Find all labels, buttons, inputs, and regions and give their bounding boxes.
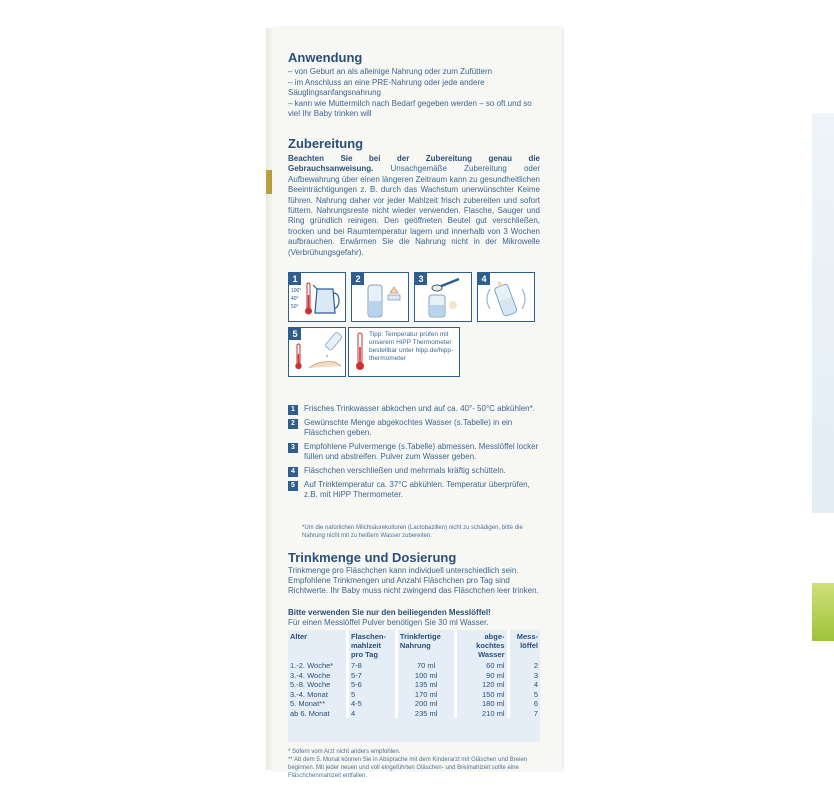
step-4-illustration: [477, 272, 535, 322]
step-3-illustration: [414, 272, 472, 322]
step-number: 3: [288, 443, 298, 453]
thermo-label: 50°: [291, 304, 299, 310]
table-row: [288, 661, 540, 671]
zubereitung-intro: Unsachgemäße Zubereitung oder Aufbewahrung über einen längeren Zeitraum kann zu gesundheitlichen Beeinträchtigungen z. B. durch das Wachstum unerwünschter Keime führen. Nahrung daher vor jeder Mahlzeit frisch zubereiten und sofort füttern. Nahrungsreste nicht wieder verwenden. Flasche, Sauger und Ring gründlich reinigen. Den geöffneten Beutel gut verschließen, trocken und bei Raumtemperatur lagern und innerhalb von 3 Wochen aufbrauchen. Erwärmen Sie die Nahrung nicht in der Mikrowelle (Verbrühungsgefahr).: [288, 164, 540, 257]
cell-alter: 1.-2. Woche*: [290, 661, 334, 670]
cell-mahlzeit: 7-8: [347, 661, 396, 671]
table-row: [288, 709, 540, 719]
package-panel: [272, 28, 562, 779]
preparation-illustrations: [288, 272, 540, 380]
zubereitung-text: [288, 154, 540, 258]
thermometer-wrist-icon: [289, 328, 345, 376]
cell-wasser: 90 ml: [456, 671, 508, 681]
step-number: 1: [289, 273, 301, 285]
cell-loeffel: 7: [508, 709, 540, 719]
cell-wasser: 60 ml: [456, 661, 508, 671]
tip-text: Tipp: Temperatur prüfen mit unserem HiPP Thermometer bestellbar unter hipp.de/hipp-thermometer: [369, 331, 454, 362]
cell-mahlzeit: 5-6: [347, 680, 396, 690]
step-1-illustration: [288, 272, 346, 322]
cell-mahlzeit: 4-5: [347, 699, 396, 709]
step-number: 3: [415, 273, 427, 285]
table-row: [288, 690, 540, 700]
cell-loeffel: 4: [508, 680, 540, 690]
thermo-label: 100°: [291, 288, 302, 294]
header-abgekochtes-wasser: abge-kochtes Wasser: [456, 630, 508, 661]
cell-mahlzeit: 4: [347, 709, 396, 719]
table-header-row: [288, 630, 540, 661]
footnote: ** Ab dem 5. Monat können Sie in Absprache mit dem Kinderarzt mit Gläschen und Breien beginnen. Mit jeder neuen und voll eingeführten Gläschen- und Breimahlzeit sollte eine Fläschchenmahlzeit entfallen.: [288, 757, 528, 779]
header-alter: Alter: [290, 632, 308, 641]
trinkmenge-heading: Trinkmenge und Dosierung: [288, 550, 457, 565]
cell-wasser: 180 ml: [456, 699, 508, 709]
anwendung-heading: Anwendung: [288, 50, 363, 65]
cell-alter: ab 6. Monat: [290, 708, 330, 718]
bottle-icon: [352, 273, 408, 321]
step-number: 4: [478, 273, 490, 285]
cell-nahrung: 170 ml: [396, 690, 456, 700]
preparation-footnote: *Um die natürlichen Milchsäurekulturen (Lactobazillen) nicht zu schädigen, bitte die Nahrung nicht mit zu heißem Wasser zubereiten.: [302, 525, 523, 539]
step-number: 4: [288, 467, 298, 477]
step-5-illustration: [288, 327, 346, 377]
cell-alter: 3.-4. Monat: [290, 689, 328, 699]
zubereitung-intro-bold: Beachten Sie bei der Zubereitung genau die Gebrauchsanweisung.: [288, 154, 540, 174]
step-text: Auf Trinktemperatur ca. 37°C abkühlen. Temperatur überprüfen, z.B. mit HiPP Thermometer.: [304, 480, 530, 499]
measuring-spoon-icon: [415, 273, 471, 321]
hipp-thermometer-icon: [351, 329, 369, 375]
shake-bottle-icon: [478, 273, 534, 321]
blue-side-band: [812, 113, 834, 513]
anwendung-list: [288, 67, 540, 120]
step-number: 1: [288, 405, 298, 415]
step-2-illustration: [351, 272, 409, 322]
cell-alter: 5.-8. Woche: [290, 680, 331, 689]
green-side-band: [812, 583, 834, 641]
cell-loeffel: 5: [508, 690, 540, 700]
footnote: * Sofern vom Arzt nicht anders empfohlen.: [288, 749, 401, 755]
measuring-spoon-note: Für einen Messlöffel Pulver benötigen Sie 30 ml Wasser.: [288, 618, 489, 627]
zubereitung-heading: Zubereitung: [288, 136, 364, 151]
step-item: [288, 480, 540, 500]
header-messloeffel: Mess-löffel: [508, 630, 540, 661]
step-text: Fläschchen verschließen und mehrmals kräftig schütteln.: [304, 466, 506, 475]
step-number: 2: [288, 419, 298, 429]
dosage-table-container: [288, 630, 540, 742]
step-item: [288, 442, 540, 462]
cell-wasser: 150 ml: [456, 690, 508, 700]
table-row: [288, 671, 540, 681]
cell-wasser: 120 ml: [456, 680, 508, 690]
step-number: 5: [288, 481, 298, 491]
cell-wasser: 210 ml: [456, 709, 508, 719]
step-item: [288, 404, 540, 414]
table-footnotes: [288, 748, 540, 780]
cell-nahrung: 200 ml: [396, 699, 456, 709]
step-text: Frisches Trinkwasser abkochen und auf ca. 40°- 50°C abkühlen*.: [304, 404, 535, 413]
cell-nahrung: 135 ml: [396, 680, 456, 690]
anwendung-item: – von Geburt an als alleinige Nahrung oder zum Zufüttern: [288, 67, 540, 78]
cell-nahrung: 235 ml: [396, 709, 456, 719]
header-trinkfertige-nahrung: Trinkfertige Nahrung: [396, 630, 456, 661]
cell-alter: 3.-4. Woche: [290, 670, 331, 680]
cell-mahlzeit: 5-7: [347, 671, 396, 681]
cell-nahrung: 70 ml: [396, 661, 456, 671]
step-number: 5: [289, 328, 301, 340]
step-item: [288, 418, 540, 438]
kettle-icon: [289, 273, 345, 321]
dosage-table: [288, 630, 540, 718]
cell-alter: 5. Monat**: [290, 699, 326, 708]
tip-box: [348, 327, 460, 377]
cell-loeffel: 3: [508, 671, 540, 681]
cell-nahrung: 100 ml: [396, 671, 456, 681]
table-row: [288, 680, 540, 690]
header-flaschenmahlzeit: Flaschen-mahlzeit pro Tag: [347, 630, 396, 661]
cell-mahlzeit: 5: [347, 690, 396, 700]
step-text: Empfohlene Pulvermenge (s.Tabelle) abmessen. Messlöffel locker füllen und abstreifen. Pulver zum Wasser geben.: [304, 442, 539, 461]
anwendung-item: – kann wie Muttermilch nach Bedarf gegeben werden – so oft und so viel Ihr Baby trinken will: [288, 99, 540, 120]
step-item: [288, 466, 540, 476]
step-text: Gewünschte Menge abgekochtes Wasser (s.Tabelle) in ein Fläschchen geben.: [304, 418, 513, 437]
thermo-label: 40°: [291, 296, 299, 302]
step-number: 2: [352, 273, 364, 285]
cell-loeffel: 6: [508, 699, 540, 709]
measuring-spoon-warning: Bitte verwenden Sie nur den beiliegenden Messlöffel!: [288, 608, 491, 617]
preparation-steps-list: [288, 404, 540, 504]
cell-loeffel: 2: [508, 661, 540, 671]
anwendung-item: – im Anschluss an eine PRE-Nahrung oder jede andere Säuglingsanfangsnahrung: [288, 78, 540, 99]
table-row: [288, 699, 540, 709]
trinkmenge-text: Trinkmenge pro Fläschchen kann individuell unterschiedlich sein. Empfohlene Trinkmengen und Anzahl Fläschchen pro Tag sind Richtwerte. Ihr Baby muss nicht zwingend das Fläschchen leer trinken.: [288, 566, 539, 596]
